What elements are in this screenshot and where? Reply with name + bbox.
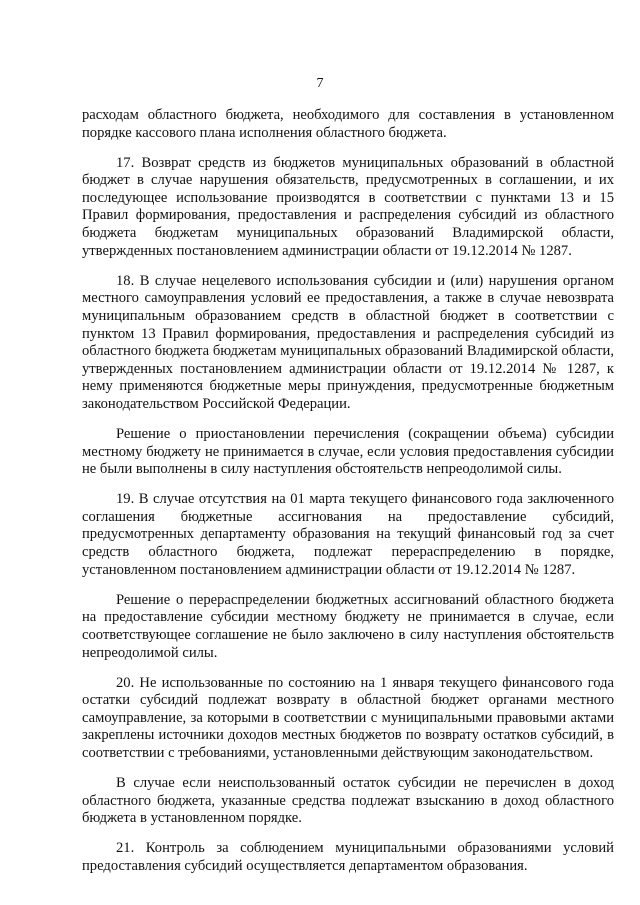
document-body bbox=[82, 107, 614, 876]
page-number: 7 bbox=[316, 76, 324, 91]
paragraph-17: 17. Возврат средств из бюджетов муниципальных образований в областной бюджет в случае нарушения обязательств, предусмотренных в соглашении, и их последующее использование производятся в соответствии с пунктами 13 и 15 Правил формирования, предоставления и распределения субсидий из областного бюджета бюджетам муниципальных образований Владимирской области, утвержденных постановлением администрации области от 19.12.2014 № 1287. bbox=[82, 154, 614, 259]
paragraph-19-decision: Решение о перераспределении бюджетных ассигнований областного бюджета на предоставление субсидии местному бюджету не принимается в случае, если соответствующее соглашение не было заключено в силу наступления обстоятельств непреодолимой силы. bbox=[82, 591, 614, 661]
paragraph-21: 21. Контроль за соблюдением муниципальными образованиями условий предоставления субсидий осуществляется департаментом образования. bbox=[82, 840, 614, 874]
paragraph-18: 18. В случае нецелевого использования субсидии и (или) нарушения органом местного самоуправления условий ее предоставления, а также в случае невозврата муниципальным образованием средств в областной бюджет в соответствии с пунктом 13 Правил формирования, предоставления и распределения субсидий из областного бюджета бюджетам муниципальных образований Владимирской области, утвержденных постановлением администрации области от 19.12.2014 № 1287, к нему применяются бюджетные меры принуждения, предусмотренные бюджетным законодательством Российской Федерации. bbox=[82, 272, 614, 412]
paragraph-20: 20. Не использованные по состоянию на 1 января текущего финансового года остатки субсидий подлежат возврату в областной бюджет органами местного самоуправление, за которыми в соответствии с муниципальными правовыми актами закреплены источники доходов местных бюджетов по возврату остатков субсидий, в соответствии с требованиями, установленными действующим законодательством. bbox=[82, 674, 614, 761]
paragraph-continuation: расходам областного бюджета, необходимого для составления в установленном порядке кассового плана исполнения областного бюджета. bbox=[82, 107, 614, 141]
paragraph-19: 19. В случае отсутствия на 01 марта текущего финансового года заключенного соглашения бюджетные ассигнования на предоставление субсидий, предусмотренных департаменту образования на текущий финансовый год за счет средств областного бюджета, подлежат перераспределению в порядке, установленном постановлением администрации области от 19.12.2014 № 1287. bbox=[82, 491, 614, 578]
paragraph-18-decision: Решение о приостановлении перечисления (сокращении объема) субсидии местному бюджету не принимается в случае, если условия предоставления субсидии не были выполнены в силу наступления обстоятельств непреодолимой силы. bbox=[82, 426, 614, 478]
paragraph-20-recovery: В случае если неиспользованный остаток субсидии не перечислен в доход областного бюджета, указанные средства подлежат взысканию в доход областного бюджета в установленном порядке. bbox=[82, 775, 614, 827]
